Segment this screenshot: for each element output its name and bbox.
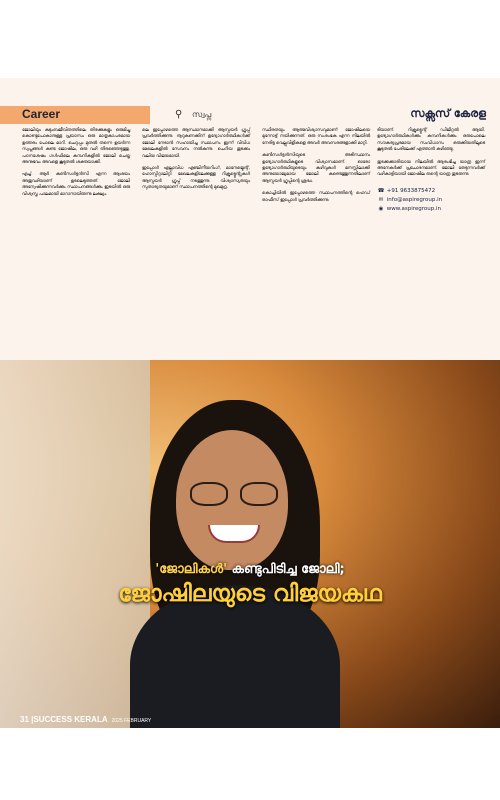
issue-date: 2025 FEBRUARY: [111, 718, 152, 724]
paragraph: എച്ച്. ആർ കൺസൾട്ടൻസി എന്ന ആശയം അതുവഴിയാണ് ഉടലെടുത്തത്. ജോലി അന്വേഷിക്കുന്നവർക്കും സ്ഥാപനങ്ങൾക്കും ഇടയിൽ ഒരു വിശ്വസ്ത പാലമായി മാറാനായിരുന്നു ലക്ഷ്യം.: [22, 172, 130, 197]
paragraph: സ്ഥിരതയും ആത്മവിശ്വാസവുമാണ് ജോഷിലയെ മുന്നോട്ട് നയിക്കുന്നത്. ഒരു സംരംഭക എന്ന നിലയിൽ നേരിട്ട വെല്ലുവിളികളെ അവർ അവസരങ്ങളാക്കി മാറ്റി.: [262, 128, 370, 146]
headline-highlight: 'ജോലികൾ': [155, 562, 228, 577]
contact-phone[interactable]: +91 9633875472: [386, 187, 436, 194]
article-column-1: [22, 128, 130, 204]
headline-line-2: ജോഷിലയുടെ വിജയകഥ: [118, 581, 382, 607]
headline-line-1: [155, 562, 345, 577]
paragraph: ലെ ഇപ്പോഴത്തെ ആസ്ഥാനമാക്കി ആസ്പയർ ഗ്രൂപ്പ് പ്രവർത്തിക്കുന്നു. നൂറുകണക്കിന് ഉദ്യോഗാർത്ഥികൾക്ക് ജോലി നേടാൻ സഹായിച്ച സ്ഥാപനം ഇന്ന് വിവിധ മേഖലകളിൽ സേവനം നൽകുന്നു. ചെറിയ തുടക്കം വലിയ വിജയമായി.: [142, 128, 250, 159]
paragraph: ടിയാണ്. റിക്രൂട്ട്മെന്റ് ഡിജിറ്റൽ ആയി. ഉദ്യോഗാർത്ഥികൾക്കും കമ്പനികൾക്കും ഒരുപോലെ സൗകര്യപ്രദമായ സംവിധാനം ഒരുക്കിയതിലൂടെ കൂടുതൽ പേരിലേക്ക് എത്താൻ കഴിഞ്ഞു.: [377, 128, 485, 153]
section-label: സ്വപ്ന: [192, 110, 212, 119]
contact-block: [377, 187, 485, 214]
headline-caption: [0, 558, 500, 607]
page-footer: 31 |SUCCESS KERALA 2025 FEBRUARY: [20, 715, 152, 724]
paragraph: ജോലിയും കുടുംബജീവിതത്തിലെ തിരക്കുകളും ഒരുമിച്ചു കൊണ്ടുപോകാനുള്ള പ്രയാസം ഒരു മാതൃകാപരമായ ഉത്തരം പോലെ മാറി. ചെറുപ്പം മുതൽ തന്നെ ഉയർന്ന സ്വപ്നങ്ങൾ കണ്ട ജോഷില, ഒരു വഴി തിരഞ്ഞെടുത്തു. പഠനശേഷം ഗൾഫിലെ കമ്പനികളിൽ ജോലി ചെയ്ത അനുഭവം അവളെ കൂടുതൽ ശക്തയാക്കി.: [22, 128, 130, 166]
category-banner: [0, 106, 150, 124]
portrait-photo: [0, 360, 500, 728]
article-column-4: [377, 128, 485, 214]
email-icon: ✉: [378, 196, 384, 203]
globe-icon: ◉: [378, 205, 384, 212]
glasses-left: [190, 482, 228, 506]
paragraph: കൺസൾട്ടൻസിയുടെ അടിസ്ഥാനം ഉദ്യോഗാർത്ഥികളുടെ വിശ്വാസമാണ്. ഓരോ ഉദ്യോഗാർത്ഥിയുടെയും കഴിവുകൾ മനസ്സിലാക്കി അനുയോജ്യമായ ജോലി കണ്ടെത്തുന്നതിലാണ് ആസ്പയർ ഗ്രൂപ്പിന്റെ ശ്രദ്ധ.: [262, 153, 370, 184]
article-column-2: [142, 128, 250, 198]
paragraph: തുടക്കക്കാരിയായ നിലയിൽ ആരംഭിച്ച യാത്ര ഇന്ന് അനേകർക്ക് പ്രചോദനമാണ്. ജോലി തേടുന്നവർക്ക് വഴികാട്ടിയായി ജോഷില തന്റെ യാത്ര തുടരുന്നു.: [377, 159, 485, 178]
paragraph: കൊച്ചിയിൽ ഇപ്പോഴത്തെ സ്ഥാപനത്തിന്റെ ഹെഡ് ഓഫീസ് ഇപ്പോൾ പ്രവർത്തിക്കുന്നു.: [262, 191, 370, 203]
magazine-name: സക്സസ് കേരള: [410, 107, 486, 120]
page-header: [0, 106, 500, 124]
contact-email[interactable]: info@aspiregroup.in: [386, 196, 443, 203]
paragraph: ഇപ്പോൾ എല്ലാവിധ എഞ്ചിനീയറിംഗ്, മാനേജ്മെന്റ്, ഹോസ്പിറ്റാലിറ്റി മേഖലകളിലേക്കുള്ള റിക്രൂട്ട്മെന്റുകൾ ആസ്പയർ ഗ്രൂപ്പ് നടത്തുന്നു. വിശ്വാസ്യതയും സുതാര്യതയുമാണ് സ്ഥാപനത്തിന്റെ മുഖമുദ്ര.: [142, 166, 250, 191]
contact-website[interactable]: www.aspiregroup.in: [386, 205, 442, 212]
page-number: 31: [20, 715, 29, 724]
photo-background-wall: [0, 360, 150, 728]
magazine-page: [0, 78, 500, 728]
headline-line-1-rest: കണ്ടുപിടിച്ച ജോലി;: [227, 562, 345, 577]
phone-icon: ☎: [377, 187, 385, 194]
footer-magazine: SUCCESS KERALA: [33, 715, 108, 724]
location-pin-icon: ⚲: [175, 109, 183, 120]
category-label: Career: [22, 107, 61, 121]
article-column-3: [262, 128, 370, 210]
glasses-right: [240, 482, 278, 506]
